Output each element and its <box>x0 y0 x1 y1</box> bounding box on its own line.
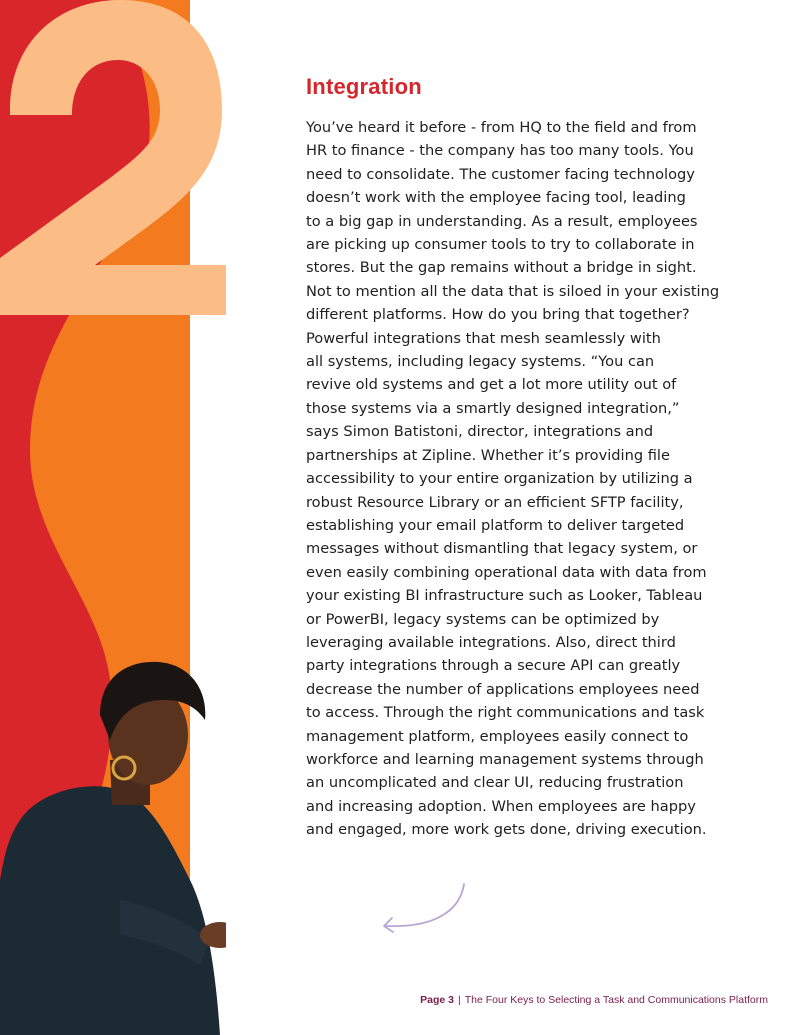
body-line: all systems, including legacy systems. “You can <box>306 353 655 371</box>
body-line: Not to mention all the data that is siloed in your existing <box>306 282 720 300</box>
body-line: different platforms. How do you bring that together? <box>306 306 690 324</box>
body-line: or PowerBI, legacy systems can be optimized by <box>306 610 660 628</box>
abstract-background-art <box>0 0 226 1035</box>
body-line: robust Resource Library or an efficient SFTP facility, <box>306 493 684 511</box>
body-line: Powerful integrations that mesh seamlessly with <box>306 329 661 347</box>
footer-separator: | <box>457 994 461 1006</box>
body-line: to access. Through the right communications and task <box>306 704 705 722</box>
body-line: revive old systems and get a lot more utility out of <box>306 376 677 394</box>
body-line: stores. But the gap remains without a bridge in sight. <box>306 259 697 277</box>
body-line: management platform, employees easily connect to <box>306 727 689 745</box>
body-line: partnerships at Zipline. Whether it’s providing file <box>306 446 670 464</box>
body-line: doesn’t work with the employee facing tool, leading <box>306 189 686 207</box>
left-decorative-panel <box>0 0 226 1035</box>
curved-arrow-icon <box>376 880 472 936</box>
section-heading: Integration <box>306 74 422 99</box>
body-line: are picking up consumer tools to try to collaborate in <box>306 236 695 254</box>
body-paragraph <box>306 116 726 842</box>
body-line: HR to finance - the company has too many tools. You <box>306 142 694 160</box>
body-line: need to consolidate. The customer facing technology <box>306 165 695 183</box>
body-line: to a big gap in understanding. As a result, employees <box>306 212 698 230</box>
body-line: You’ve heard it before - from HQ to the field and from <box>306 119 697 136</box>
body-line: party integrations through a secure API can greatly <box>306 657 681 675</box>
body-line: your existing BI infrastructure such as Looker, Tableau <box>306 587 703 605</box>
body-line: even easily combining operational data with data from <box>306 563 707 581</box>
body-line: and increasing adoption. When employees are happy <box>306 797 696 815</box>
document-title: The Four Keys to Selecting a Task and Communications Platform <box>464 994 768 1006</box>
body-line: an uncomplicated and clear UI, reducing frustration <box>306 774 684 792</box>
body-line: workforce and learning management systems through <box>306 750 704 768</box>
page-footer <box>420 994 768 1006</box>
body-line: accessibility to your entire organization by utilizing a <box>306 470 693 488</box>
body-line: decrease the number of applications employees need <box>306 680 700 698</box>
body-line: messages without dismantling that legacy system, or <box>306 540 698 558</box>
body-line: leveraging available integrations. Also, direct third <box>306 633 676 651</box>
page-number: Page 3 <box>420 994 454 1006</box>
body-line: those systems via a smartly designed integration,” <box>306 399 680 417</box>
body-line: and engaged, more work gets done, driving execution. <box>306 821 707 839</box>
body-line: establishing your email platform to deliver targeted <box>306 516 685 534</box>
body-line: says Simon Batistoni, director, integrations and <box>306 423 654 441</box>
